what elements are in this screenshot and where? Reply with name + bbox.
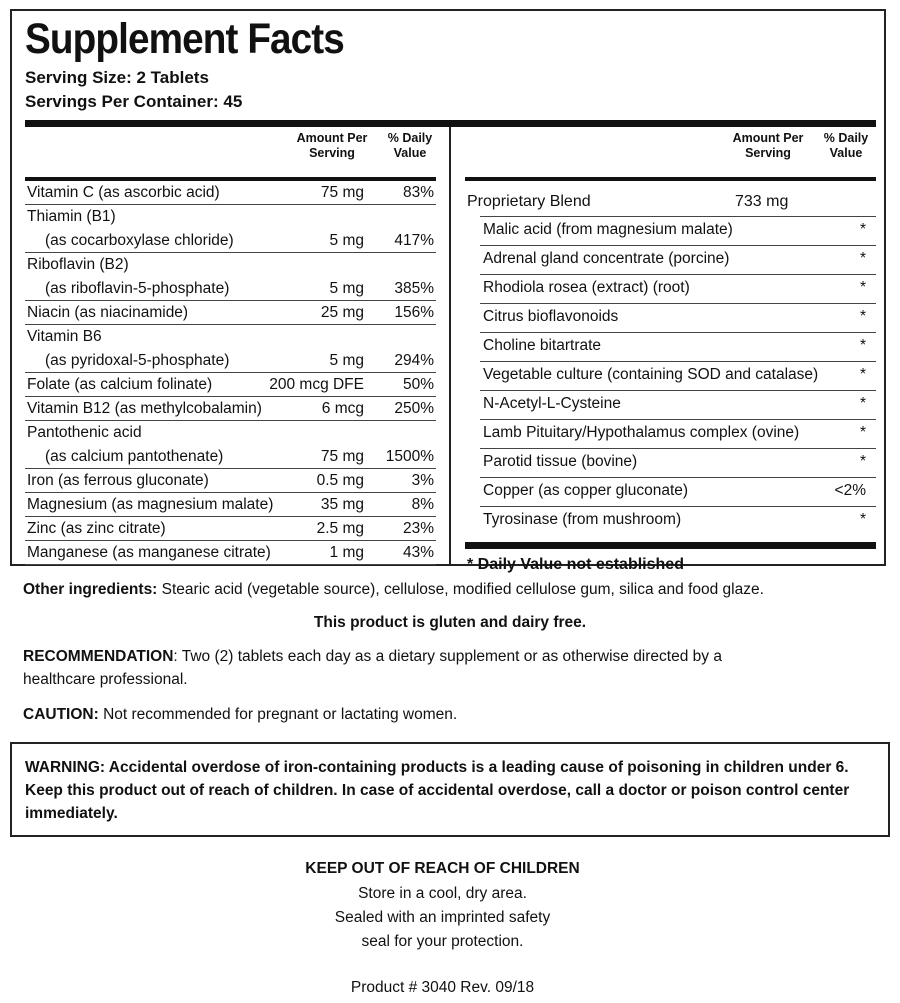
nutrient-list bbox=[25, 181, 436, 565]
nutrient-row bbox=[25, 493, 436, 517]
caution bbox=[23, 703, 457, 726]
ingredient-name: Copper (as copper gluconate) bbox=[483, 482, 689, 499]
nutrient-source: (as cocarboxylase chloride) bbox=[45, 232, 234, 249]
warning-box bbox=[10, 742, 890, 837]
blend-name: Proprietary Blend bbox=[467, 193, 591, 210]
warning-text: WARNING: Accidental overdose of iron-containing products is a leading cause of poisoning in children under 6. Keep this product out of reach of children. In case of accidental overdose, call a doctor or poison control center immediately. bbox=[25, 759, 850, 822]
proprietary-blend-row bbox=[465, 189, 876, 216]
nutrient-amount: 1 mg bbox=[329, 544, 364, 561]
storage-line: Sealed with an imprinted safety bbox=[334, 909, 551, 926]
nutrient-row bbox=[25, 421, 436, 469]
nutrient-daily-value: 156% bbox=[394, 304, 434, 321]
column-header bbox=[25, 127, 436, 177]
blend-ingredient-row bbox=[480, 245, 876, 274]
header-divider bbox=[465, 177, 876, 181]
column-header bbox=[465, 127, 876, 177]
nutrient-name: Manganese (as manganese citrate) bbox=[27, 544, 271, 561]
nutrient-row bbox=[25, 253, 436, 301]
other-ingredients-label: Other ingredients: bbox=[23, 581, 158, 598]
thick-divider bbox=[465, 542, 876, 549]
nutrient-column bbox=[25, 127, 436, 565]
blend-ingredient-row bbox=[480, 274, 876, 303]
ingredient-name: N-Acetyl-L-Cysteine bbox=[483, 395, 621, 412]
blend-ingredient-row bbox=[480, 419, 876, 448]
nutrient-amount: 200 mcg DFE bbox=[269, 376, 364, 393]
blend-column bbox=[465, 127, 876, 574]
nutrient-row bbox=[25, 205, 436, 253]
blend-ingredient-row bbox=[480, 332, 876, 361]
recommendation-label: RECOMMENDATION bbox=[23, 648, 174, 665]
ingredient-daily-value: * bbox=[859, 337, 866, 354]
keep-out-of-reach: KEEP OUT OF REACH OF CHILDREN bbox=[305, 860, 580, 877]
nutrient-name: Vitamin B6 bbox=[27, 328, 102, 345]
servings-per-container: Servings Per Container: 45 bbox=[25, 92, 243, 111]
nutrient-daily-value: 294% bbox=[394, 352, 434, 369]
column-divider bbox=[449, 127, 451, 566]
nutrient-daily-value: 23% bbox=[402, 520, 434, 537]
ingredient-name: Malic acid (from magnesium malate) bbox=[483, 221, 733, 238]
ingredient-name: Parotid tissue (bovine) bbox=[483, 453, 638, 470]
serving-size: Serving Size: 2 Tablets bbox=[25, 68, 209, 87]
thick-divider bbox=[25, 120, 876, 127]
storage-line: seal for your protection. bbox=[361, 933, 524, 950]
nutrient-source: (as riboflavin-5-phosphate) bbox=[45, 280, 230, 297]
ingredient-daily-value: * bbox=[859, 453, 866, 470]
nutrient-daily-value: 250% bbox=[394, 400, 434, 417]
nutrient-amount: 5 mg bbox=[329, 280, 364, 297]
nutrient-daily-value: 3% bbox=[411, 472, 434, 489]
product-number: Product # 3040 Rev. 09/18 bbox=[350, 979, 535, 996]
nutrient-name: Vitamin C (as ascorbic acid) bbox=[27, 184, 220, 201]
nutrient-daily-value: 385% bbox=[394, 280, 434, 297]
nutrient-row bbox=[25, 397, 436, 421]
nutrient-amount: 75 mg bbox=[320, 448, 364, 465]
amount-header: Amount Per Serving bbox=[732, 131, 804, 160]
nutrient-row bbox=[25, 469, 436, 493]
nutrient-amount: 25 mg bbox=[320, 304, 364, 321]
ingredient-daily-value: * bbox=[859, 250, 866, 267]
nutrient-row bbox=[25, 301, 436, 325]
nutrient-source: (as pyridoxal-5-phosphate) bbox=[45, 352, 230, 369]
nutrient-daily-value: 8% bbox=[411, 496, 434, 513]
ingredient-name: Citrus bioflavonoids bbox=[483, 308, 619, 325]
nutrient-name: Zinc (as zinc citrate) bbox=[27, 520, 166, 537]
nutrient-amount: 0.5 mg bbox=[316, 472, 364, 489]
ingredient-name: Rhodiola rosea (extract) (root) bbox=[483, 279, 690, 296]
nutrient-amount: 75 mg bbox=[320, 184, 364, 201]
ingredient-name: Choline bitartrate bbox=[483, 337, 602, 354]
nutrient-name: Magnesium (as magnesium malate) bbox=[27, 496, 274, 513]
blend-ingredient-row bbox=[480, 216, 876, 245]
nutrient-row bbox=[25, 325, 436, 373]
blend-ingredient-list bbox=[465, 216, 876, 535]
nutrient-name: Iron (as ferrous gluconate) bbox=[27, 472, 209, 489]
nutrient-row bbox=[25, 181, 436, 205]
ingredient-name: Vegetable culture (containing SOD and catalase) bbox=[483, 366, 819, 383]
recommendation bbox=[23, 645, 783, 691]
ingredient-name: Lamb Pituitary/Hypothalamus complex (ovine) bbox=[483, 424, 800, 441]
nutrient-daily-value: 1500% bbox=[385, 448, 434, 465]
nutrient-amount: 5 mg bbox=[329, 232, 364, 249]
ingredient-daily-value: <2% bbox=[834, 482, 866, 499]
ingredient-daily-value: * bbox=[859, 366, 866, 383]
nutrient-row bbox=[25, 541, 436, 565]
ingredient-daily-value: * bbox=[859, 221, 866, 238]
nutrient-daily-value: 83% bbox=[402, 184, 434, 201]
amount-header: Amount Per Serving bbox=[296, 131, 368, 160]
gluten-free-statement: This product is gluten and dairy free. bbox=[313, 614, 587, 631]
caution-text: Not recommended for pregnant or lactating women. bbox=[98, 706, 458, 723]
panel-title: Supplement Facts bbox=[25, 15, 344, 63]
nutrient-name: Riboflavin (B2) bbox=[27, 256, 129, 273]
nutrient-amount: 2.5 mg bbox=[316, 520, 364, 537]
nutrient-name: Folate (as calcium folinate) bbox=[27, 376, 213, 393]
recommendation-text: : Two (2) tablets each day as a dietary supplement or as otherwise directed by a healthcare professional. bbox=[23, 648, 722, 688]
ingredient-name: Adrenal gland concentrate (porcine) bbox=[483, 250, 730, 267]
nutrient-source: (as calcium pantothenate) bbox=[45, 448, 224, 465]
daily-value-header: % Daily Value bbox=[823, 131, 869, 160]
other-ingredients bbox=[23, 578, 764, 601]
nutrient-daily-value: 417% bbox=[394, 232, 434, 249]
nutrient-name: Pantothenic acid bbox=[27, 424, 142, 441]
blend-ingredient-row bbox=[480, 303, 876, 332]
nutrient-row bbox=[25, 373, 436, 397]
nutrient-name: Vitamin B12 (as methylcobalamin) bbox=[27, 400, 262, 417]
supplement-facts-panel bbox=[10, 9, 886, 573]
nutrient-amount: 35 mg bbox=[320, 496, 364, 513]
nutrient-amount: 6 mcg bbox=[321, 400, 364, 417]
blend-amount: 733 mg bbox=[735, 193, 789, 210]
ingredient-daily-value: * bbox=[859, 511, 866, 528]
daily-value-header: % Daily Value bbox=[387, 131, 433, 160]
blend-ingredient-row bbox=[480, 448, 876, 477]
nutrient-row bbox=[25, 517, 436, 541]
nutrient-name: Thiamin (B1) bbox=[27, 208, 116, 225]
ingredient-daily-value: * bbox=[859, 424, 866, 441]
footnote: * Daily Value not established bbox=[467, 556, 684, 573]
storage-line: Store in a cool, dry area. bbox=[358, 885, 527, 902]
blend-ingredient-row bbox=[480, 477, 876, 506]
ingredient-daily-value: * bbox=[859, 279, 866, 296]
nutrient-daily-value: 43% bbox=[402, 544, 434, 561]
ingredient-name: Tyrosinase (from mushroom) bbox=[483, 511, 682, 528]
blend-ingredient-row bbox=[480, 390, 876, 419]
blend-ingredient-row bbox=[480, 361, 876, 390]
caution-label: CAUTION: bbox=[23, 706, 99, 723]
ingredient-daily-value: * bbox=[859, 308, 866, 325]
nutrient-daily-value: 50% bbox=[402, 376, 434, 393]
other-ingredients-text: Stearic acid (vegetable source), cellulose, modified cellulose gum, silica and food glaze. bbox=[157, 581, 764, 598]
nutrient-amount: 5 mg bbox=[329, 352, 364, 369]
blend-ingredient-row bbox=[480, 506, 876, 535]
nutrient-name: Niacin (as niacinamide) bbox=[27, 304, 189, 321]
ingredient-daily-value: * bbox=[859, 395, 866, 412]
